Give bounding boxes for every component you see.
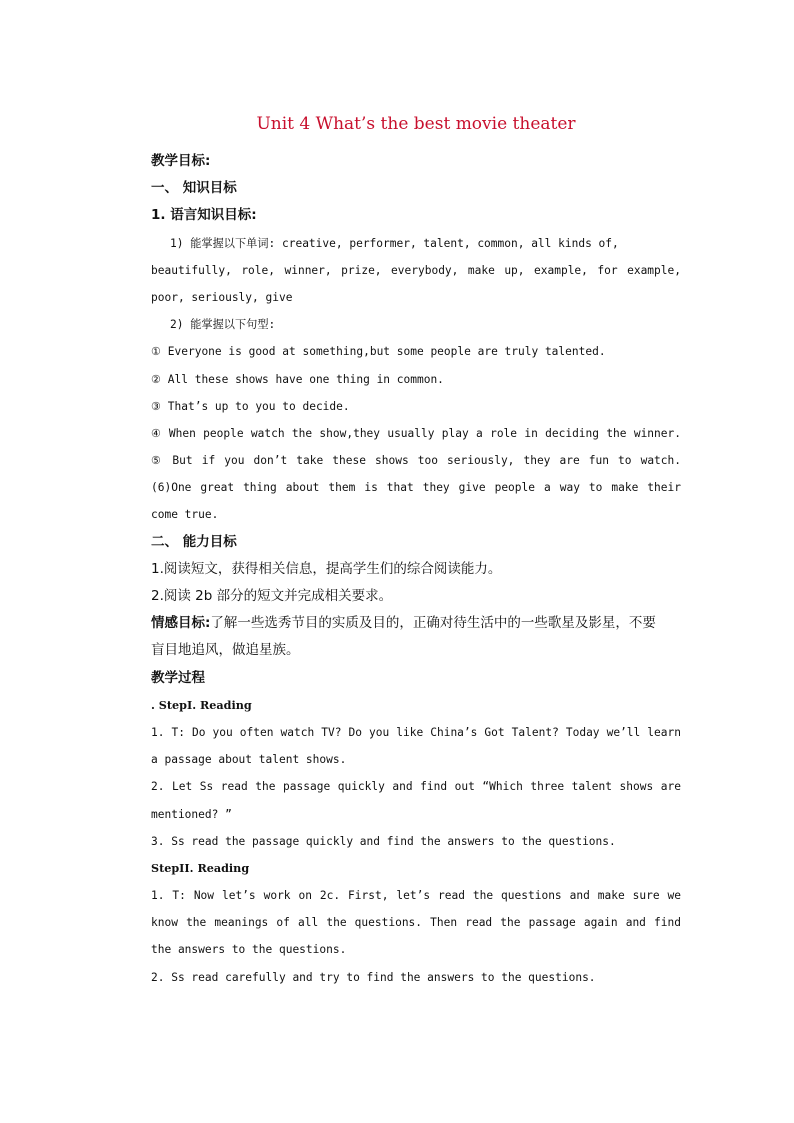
step-item: 2. Ss read carefully and try to find the answers to the questions. (151, 970, 596, 984)
vocab-line: beautifully, role, winner, prize, everybody, make up, example, for example, (151, 263, 681, 277)
heading-ability-goals: 二、 能力目标 (151, 533, 237, 550)
vocab-line: 1) 能掌握以下单词: creative, performer, talent, common, all kinds of, (170, 236, 619, 250)
step-item: 1. T: Now let’s work on 2c. First, let’s read the questions and make sure we (151, 889, 681, 903)
heading-language-goals: 1. 语言知识目标: (151, 207, 257, 224)
step-item: 2. Let Ss read the passage quickly and find out “Which three talent shows are (151, 780, 681, 794)
vocab-line: poor, seriously, give (151, 290, 293, 304)
emotion-goals (151, 610, 681, 637)
step-item-continued: know the meanings of all the questions. Then read the passage again and find (151, 916, 681, 930)
step-item-continued: a passage about talent shows. (151, 753, 347, 767)
ability-item: 2.阅读 2b 部分的短文并完成相关要求。 (151, 588, 393, 604)
sentence-item: (6)One great thing about them is that they give people a way to make their (151, 481, 681, 495)
document-title: Unit 4 What’s the best movie theater (256, 114, 576, 134)
sentence-item: ④ When people watch the show,they usually play a role in deciding the winner. (151, 426, 681, 440)
emotion-goals-continued: 盲目地追风，做追星族。 (151, 642, 300, 659)
step-heading: . StepI. Reading (151, 697, 252, 712)
sentence-item: ③ That’s up to you to decide. (151, 399, 350, 413)
document-page (151, 112, 681, 991)
emotion-goals-label: 情感目标: (151, 615, 211, 632)
step-item-continued: mentioned? ” (151, 807, 232, 821)
step-heading: StepII. Reading (151, 860, 250, 875)
heading-teaching-goals: 教学目标: (151, 153, 211, 169)
sentence-item: ② All these shows have one thing in common. (151, 372, 444, 386)
sentence-item: ① Everyone is good at something,but some people are truly talented. (151, 345, 606, 359)
sentence-item-continued: come true. (151, 508, 219, 522)
step-item-continued: the answers to the questions. (151, 943, 347, 957)
ability-item: 1.阅读短文，获得相关信息，提高学生们的综合阅读能力。 (151, 560, 502, 577)
step-item: 3. Ss read the passage quickly and find the answers to the questions. (151, 834, 616, 848)
heading-knowledge-goals: 一、 知识目标 (151, 180, 237, 197)
sentence-heading: 2) 能掌握以下句型: (170, 318, 276, 332)
emotion-goals-text: 了解一些选秀节目的实质及目的，正确对待生活中的一些歌星及影星，不要 (210, 615, 656, 632)
heading-teaching-process: 教学过程 (151, 669, 205, 686)
sentence-item: ⑤ But if you don’t take these shows too seriously, they are fun to watch. (151, 454, 681, 468)
step-item: 1. T: Do you often watch TV? Do you like China’s Got Talent? Today we’ll learn (151, 725, 681, 739)
